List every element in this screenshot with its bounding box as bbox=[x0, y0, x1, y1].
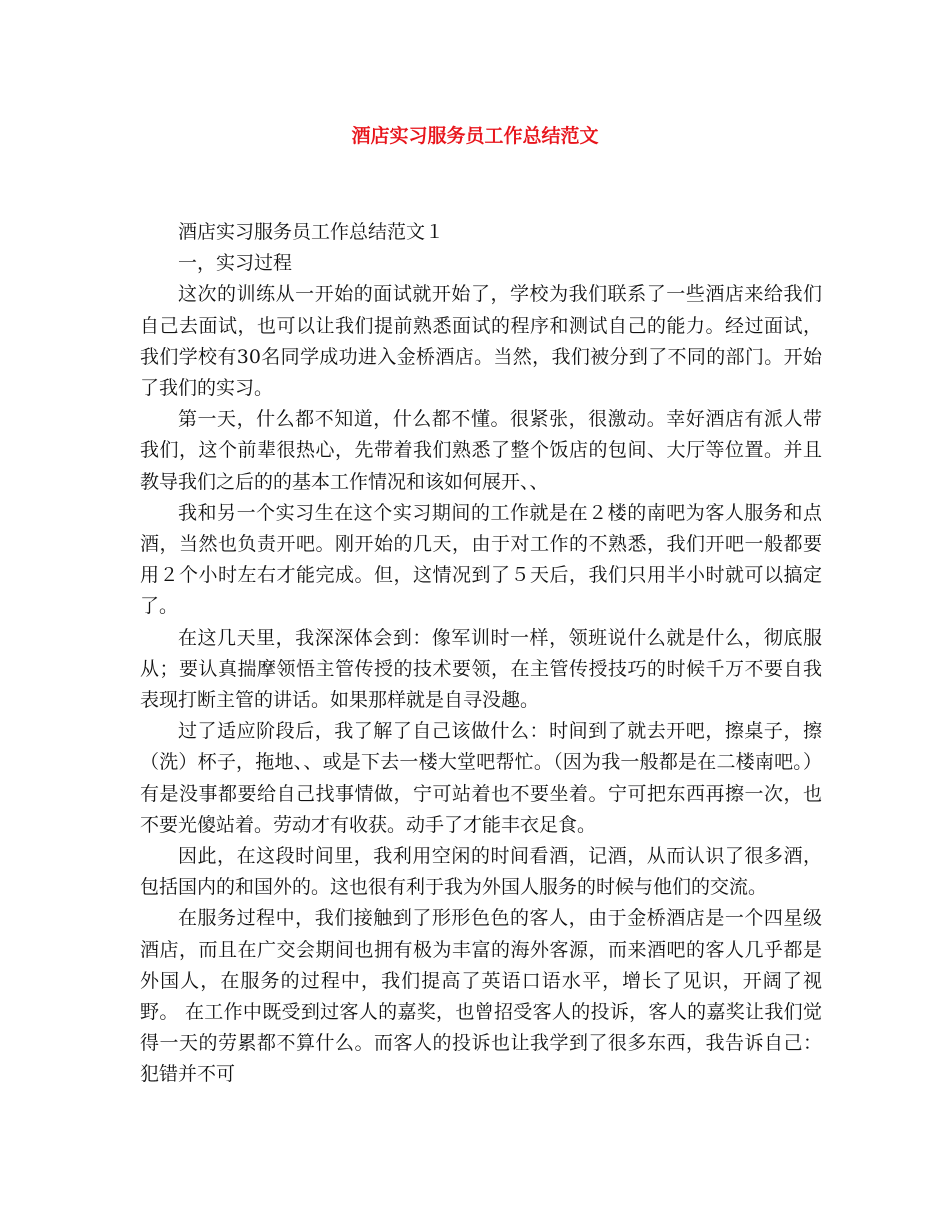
body-paragraph: 在这几天里，我深深体会到：像军训时一样，领班说什么就是什么，彻底服从；要认真揣摩领悟主管传授的技术要领，在主管传授技巧的时候千万不要自我表现打断主管的讲话。如果那样就是自寻没趣。 bbox=[140, 626, 822, 712]
section-heading: 一，实习过程 bbox=[178, 252, 293, 275]
section-subtitle: 酒店实习服务员工作总结范文１ bbox=[178, 221, 445, 243]
body-paragraph: 过了适应阶段后，我了解了自己该做什么：时间到了就去开吧，擦桌子，擦（洗）杯子，拖地、、或是下去一楼大堂吧帮忙。（因为我一般都是在二楼南吧。）有是没事都要给自己找事情做，宁可站着也不要坐着。宁可把东西再擦一次，也不要光傻站着。劳动才有收获。动手了才能丰衣足食。 bbox=[140, 720, 822, 836]
body-paragraph: 我和另一个实习生在这个实习期间的工作就是在２楼的南吧为客人服务和点酒，当然也负责开吧。刚开始的几天，由于对工作的不熟悉，我们开吧一般都要用２个小时左右才能完成。但，这情况到了５天后，我们只用半小时就可以搞定了。 bbox=[140, 501, 822, 618]
document-body bbox=[140, 217, 822, 1091]
body-paragraph: 在服务过程中，我们接触到了形形色色的客人，由于金桥酒店是一个四星级酒店，而且在广交会期间也拥有极为丰富的海外客源，而来酒吧的客人几乎都是外国人，在服务的过程中，我们提高了英语口语水平，增长了见识，开阔了视野。 在工作中既受到过客人的嘉奖，也曾招受客人的投诉，客人的嘉奖让我们觉得一天的劳累都不算什么。而客人的投诉也让我学到了很多东西，我告诉自己：犯错并不可 bbox=[140, 907, 822, 1086]
body-paragraph: 因此，在这段时间里，我利用空闲的时间看酒，记酒，从而认识了很多酒，包括国内的和国外的。这也很有利于我为外国人服务的时候与他们的交流。 bbox=[140, 845, 822, 899]
body-paragraph: 第一天，什么都不知道，什么都不懂。很紧张，很激动。幸好酒店有派人带我们，这个前辈很热心，先带着我们熟悉了整个饭店的包间、大厅等位置。并且教导我们之后的的基本工作情况和该如何展开、、 bbox=[140, 408, 822, 493]
body-paragraph: 这次的训练从一开始的面试就开始了，学校为我们联系了一些酒店来给我们自己去面试，也可以让我们提前熟悉面试的程序和测试自己的能力。经过面试，我们学校有30名同学成功进入金桥酒店。当然，我们被分到了不同的部门。开始了我们的实习。 bbox=[140, 283, 822, 400]
document-title: 酒店实习服务员工作总结范文 bbox=[351, 125, 599, 147]
